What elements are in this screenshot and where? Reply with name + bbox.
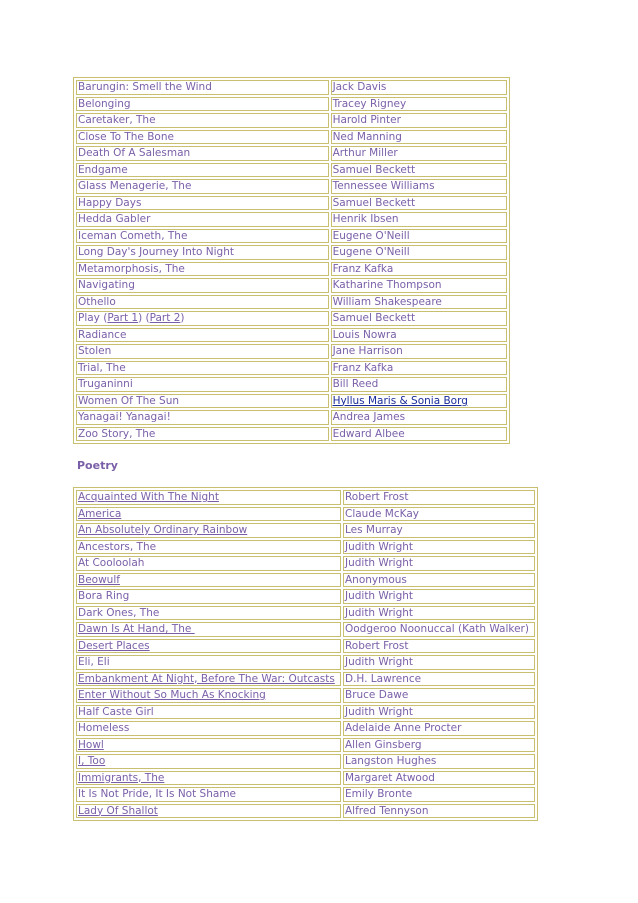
table-row: [76, 130, 507, 145]
play-title: Othello: [76, 295, 329, 310]
play-author: Samuel Beckett: [331, 311, 507, 326]
poem-title-link[interactable]: Acquainted With The Night: [78, 491, 219, 503]
play-author: Tennessee Williams: [331, 179, 507, 194]
table-row: [76, 377, 507, 392]
table-row: [76, 622, 535, 637]
play-title: Caretaker, The: [76, 113, 329, 128]
table-row: [76, 655, 535, 670]
play-author: Katharine Thompson: [331, 278, 507, 293]
table-row: [76, 146, 507, 161]
play-author: Arthur Miller: [331, 146, 507, 161]
poem-author: Judith Wright: [343, 556, 535, 571]
table-row: [76, 556, 535, 571]
poetry-heading: Poetry: [77, 459, 118, 472]
poem-title: Homeless: [76, 721, 341, 736]
table-row: [76, 196, 507, 211]
play-title: Death Of A Salesman: [76, 146, 329, 161]
play-title: Trial, The: [76, 361, 329, 376]
poem-author: Oodgeroo Noonuccal (Kath Walker): [343, 622, 535, 637]
poem-author: Judith Wright: [343, 705, 535, 720]
table-row: [76, 738, 535, 753]
table-row: [76, 427, 507, 442]
play-author: Harold Pinter: [331, 113, 507, 128]
table-row: [76, 507, 535, 522]
poem-author: D.H. Lawrence: [343, 672, 535, 687]
poem-title-link[interactable]: An Absolutely Ordinary Rainbow: [78, 524, 248, 536]
table-row: [76, 113, 507, 128]
poem-title-link[interactable]: I, Too: [78, 755, 106, 767]
poem-title-cell: [76, 523, 341, 538]
poem-title-link[interactable]: Beowulf: [78, 573, 120, 586]
poem-author: Les Murray: [343, 523, 535, 538]
play-author: Ned Manning: [331, 130, 507, 145]
part-2-link[interactable]: Part 2: [149, 312, 181, 324]
play-author-cell: [331, 394, 507, 409]
table-row: [76, 672, 535, 687]
poem-title-cell: [76, 738, 341, 753]
poem-author: Judith Wright: [343, 589, 535, 604]
poem-title-link[interactable]: Immigrants, The: [78, 771, 165, 784]
table-row: [76, 639, 535, 654]
table-row: [76, 523, 535, 538]
poem-author: Judith Wright: [343, 606, 535, 621]
play-title: Close To The Bone: [76, 130, 329, 145]
table-row: [76, 721, 535, 736]
play-title: Play: [78, 312, 100, 324]
play-author: Jack Davis: [331, 80, 507, 95]
table-row: [76, 311, 507, 326]
play-author: Bill Reed: [331, 377, 507, 392]
poem-author: Claude McKay: [343, 507, 535, 522]
poem-title-cell: [76, 490, 341, 505]
poem-title: It Is Not Pride, It Is Not Shame: [76, 787, 341, 802]
poem-author: Alfred Tennyson: [343, 804, 535, 819]
play-title: Long Day's Journey Into Night: [76, 245, 329, 260]
table-row: [76, 262, 507, 277]
table-row: [76, 754, 535, 769]
table-row: [76, 80, 507, 95]
poem-author: Anonymous: [343, 573, 535, 588]
poem-title-link[interactable]: Desert Places: [78, 639, 150, 652]
play-title: Iceman Cometh, The: [76, 229, 329, 244]
play-title: Truganinni: [76, 377, 329, 392]
play-title: Navigating: [76, 278, 329, 293]
table-row: [76, 787, 535, 802]
poem-author: Margaret Atwood: [343, 771, 535, 786]
play-title: Belonging: [76, 97, 329, 112]
play-title: Women Of The Sun: [76, 394, 329, 409]
plays-table: [73, 77, 510, 444]
poetry-table: [73, 487, 538, 821]
author-link[interactable]: Hyllus Maris & Sonia Borg: [332, 394, 468, 407]
poem-author: Langston Hughes: [343, 754, 535, 769]
poem-title-cell: [76, 804, 341, 819]
play-author: Samuel Beckett: [331, 163, 507, 178]
poem-title: Eli, Eli: [76, 655, 341, 670]
play-author: William Shakespeare: [331, 295, 507, 310]
table-row: [76, 179, 507, 194]
poem-title-link[interactable]: Enter Without So Much As Knocking: [78, 689, 266, 701]
poem-author: Judith Wright: [343, 540, 535, 555]
table-row: [76, 573, 535, 588]
play-author: Franz Kafka: [331, 262, 507, 277]
poem-title-link[interactable]: America: [78, 507, 122, 520]
play-author: Andrea James: [331, 410, 507, 425]
table-row: [76, 490, 535, 505]
play-title: Zoo Story, The: [76, 427, 329, 442]
table-row: [76, 245, 507, 260]
play-title: Hedda Gabler: [76, 212, 329, 227]
table-row: [76, 278, 507, 293]
poem-title-cell: [76, 622, 341, 637]
poem-title-cell: [76, 639, 341, 654]
poem-title-link[interactable]: Lady Of Shallot: [78, 804, 158, 817]
play-title: Metamorphosis, The: [76, 262, 329, 277]
poem-title: Dark Ones, The: [76, 606, 341, 621]
table-row: [76, 771, 535, 786]
play-author: Samuel Beckett: [331, 196, 507, 211]
table-row: [76, 212, 507, 227]
poem-title: At Cooloolah: [76, 556, 341, 571]
play-title: Radiance: [76, 328, 329, 343]
poem-title-cell: [76, 754, 341, 769]
table-row: [76, 688, 535, 703]
poem-author: Bruce Dawe: [343, 688, 535, 703]
poem-title-link[interactable]: Howl: [78, 738, 104, 751]
poem-title-link[interactable]: Dawn Is At Hand, The: [78, 623, 195, 635]
poem-author: Adelaide Anne Procter: [343, 721, 535, 736]
poem-title-cell: [76, 573, 341, 588]
play-author: Eugene O'Neill: [331, 229, 507, 244]
poem-author: Robert Frost: [343, 639, 535, 654]
table-row: [76, 97, 507, 112]
play-title: Stolen: [76, 344, 329, 359]
table-row: [76, 344, 507, 359]
play-title-cell: Play (Part 1) (Part 2): [76, 311, 329, 326]
play-title: Endgame: [76, 163, 329, 178]
poem-title-cell: [76, 688, 341, 703]
poem-title: Half Caste Girl: [76, 705, 341, 720]
table-row: [76, 394, 507, 409]
table-row: [76, 229, 507, 244]
poem-title: Ancestors, The: [76, 540, 341, 555]
play-author: Tracey Rigney: [331, 97, 507, 112]
play-title: Barungin: Smell the Wind: [76, 80, 329, 95]
poem-author: Allen Ginsberg: [343, 738, 535, 753]
play-author: Eugene O'Neill: [331, 245, 507, 260]
play-author: Jane Harrison: [331, 344, 507, 359]
play-title: Yanagai! Yanagai!: [76, 410, 329, 425]
part-1-link[interactable]: Part 1: [107, 312, 139, 324]
play-author: Edward Albee: [331, 427, 507, 442]
table-row: [76, 606, 535, 621]
table-row: [76, 163, 507, 178]
poem-title-cell: [76, 507, 341, 522]
table-row: [76, 804, 535, 819]
play-title: Happy Days: [76, 196, 329, 211]
poem-title-link[interactable]: Embankment At Night, Before The War: Outcasts: [78, 672, 335, 685]
play-title: Glass Menagerie, The: [76, 179, 329, 194]
poem-author: Robert Frost: [343, 490, 535, 505]
poem-title-cell: [76, 771, 341, 786]
table-row: [76, 705, 535, 720]
play-author: Franz Kafka: [331, 361, 507, 376]
table-row: [76, 540, 535, 555]
poem-title-cell: [76, 672, 341, 687]
play-author: Louis Nowra: [331, 328, 507, 343]
table-row: [76, 410, 507, 425]
table-row: [76, 328, 507, 343]
table-row: [76, 295, 507, 310]
poem-author: Judith Wright: [343, 655, 535, 670]
table-row: [76, 361, 507, 376]
poem-title: Bora Ring: [76, 589, 341, 604]
table-row: [76, 589, 535, 604]
play-author: Henrik Ibsen: [331, 212, 507, 227]
poem-author: Emily Bronte: [343, 787, 535, 802]
